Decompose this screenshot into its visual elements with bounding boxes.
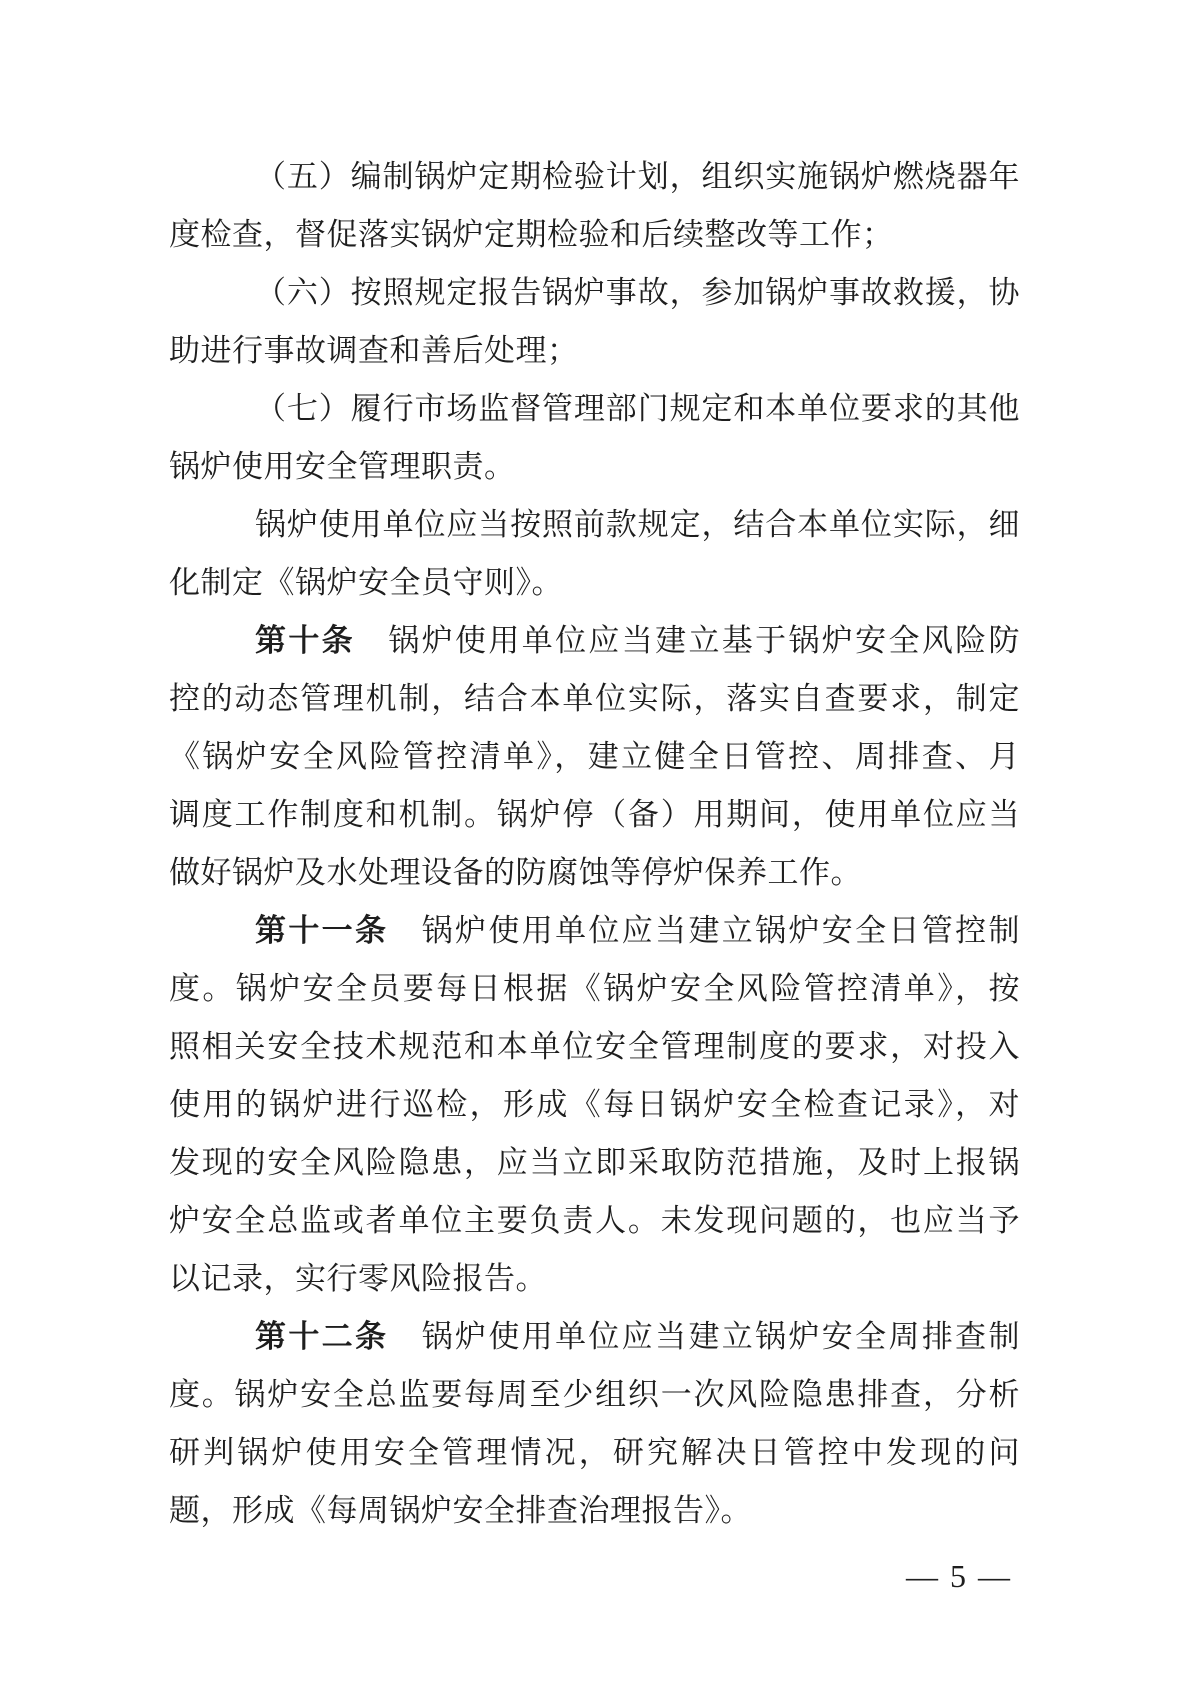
text-line	[169, 960, 1020, 1018]
text-line	[169, 264, 1020, 322]
document-body	[169, 148, 1020, 1540]
text-line	[169, 380, 1020, 438]
article-number: 第十条	[255, 623, 356, 658]
text-segment: （五）编制锅炉定期检验计划，组织实施锅炉燃烧器年	[255, 159, 1020, 194]
text-segment: 度。锅炉安全总监要每周至少组织一次风险隐患排查，分析	[169, 1377, 1020, 1412]
text-line	[169, 496, 1020, 554]
text-line	[169, 786, 1020, 844]
text-line	[169, 554, 1020, 612]
text-line	[169, 322, 1020, 380]
text-segment: 化制定《锅炉安全员守则》。	[169, 565, 563, 600]
text-segment: 度。锅炉安全员要每日根据《锅炉安全风险管控清单》，按	[169, 971, 1020, 1006]
text-segment: 《锅炉安全风险管控清单》，建立健全日管控、周排查、月	[169, 739, 1020, 774]
text-segment: 研判锅炉使用安全管理情况，研究解决日管控中发现的问	[169, 1435, 1020, 1470]
article-number: 第十二条	[255, 1319, 389, 1354]
page-number: — 5 —	[906, 1558, 1012, 1594]
text-line	[169, 438, 1020, 496]
text-line	[169, 1308, 1020, 1366]
text-line	[169, 670, 1020, 728]
text-segment: 使用的锅炉进行巡检，形成《每日锅炉安全检查记录》，对	[169, 1087, 1020, 1122]
text-segment: 题，形成《每周锅炉安全排查治理报告》。	[169, 1493, 752, 1528]
text-line	[169, 206, 1020, 264]
text-segment: 锅炉使用单位应当按照前款规定，结合本单位实际，细	[255, 507, 1020, 542]
text-segment: 做好锅炉及水处理设备的防腐蚀等停炉保养工作。	[169, 855, 862, 890]
text-segment: 助进行事故调查和善后处理；	[169, 333, 579, 368]
text-segment: 锅炉使用安全管理职责。	[169, 449, 516, 484]
text-line	[169, 1192, 1020, 1250]
article-number: 第十一条	[255, 913, 389, 948]
text-segment: 炉安全总监或者单位主要负责人。未发现问题的，也应当予	[169, 1203, 1020, 1238]
text-line	[169, 902, 1020, 960]
text-segment: （六）按照规定报告锅炉事故，参加锅炉事故救援，协	[255, 275, 1020, 310]
text-segment: 发现的安全风险隐患，应当立即采取防范措施，及时上报锅	[169, 1145, 1020, 1180]
text-segment: （七）履行市场监督管理部门规定和本单位要求的其他	[255, 391, 1020, 426]
text-segment: 锅炉使用单位应当建立锅炉安全日管控制	[388, 913, 1021, 948]
text-line	[169, 1250, 1020, 1308]
text-segment: 度检查，督促落实锅炉定期检验和后续整改等工作；	[169, 217, 894, 252]
text-line	[169, 1482, 1020, 1540]
text-line	[169, 148, 1020, 206]
text-line	[169, 844, 1020, 902]
text-line	[169, 1424, 1020, 1482]
text-segment: 照相关安全技术规范和本单位安全管理制度的要求，对投入	[169, 1029, 1020, 1064]
text-line	[169, 1134, 1020, 1192]
text-line	[169, 612, 1020, 670]
text-segment: 锅炉使用单位应当建立锅炉安全周排查制	[388, 1319, 1021, 1354]
text-line	[169, 728, 1020, 786]
text-line	[169, 1076, 1020, 1134]
text-line	[169, 1366, 1020, 1424]
text-segment: 以记录，实行零风险报告。	[169, 1261, 547, 1296]
text-segment: 控的动态管理机制，结合本单位实际，落实自查要求，制定	[169, 681, 1020, 716]
text-segment: 锅炉使用单位应当建立基于锅炉安全风险防	[355, 623, 1021, 658]
text-segment: 调度工作制度和机制。锅炉停（备）用期间，使用单位应当	[169, 797, 1020, 832]
text-line	[169, 1018, 1020, 1076]
